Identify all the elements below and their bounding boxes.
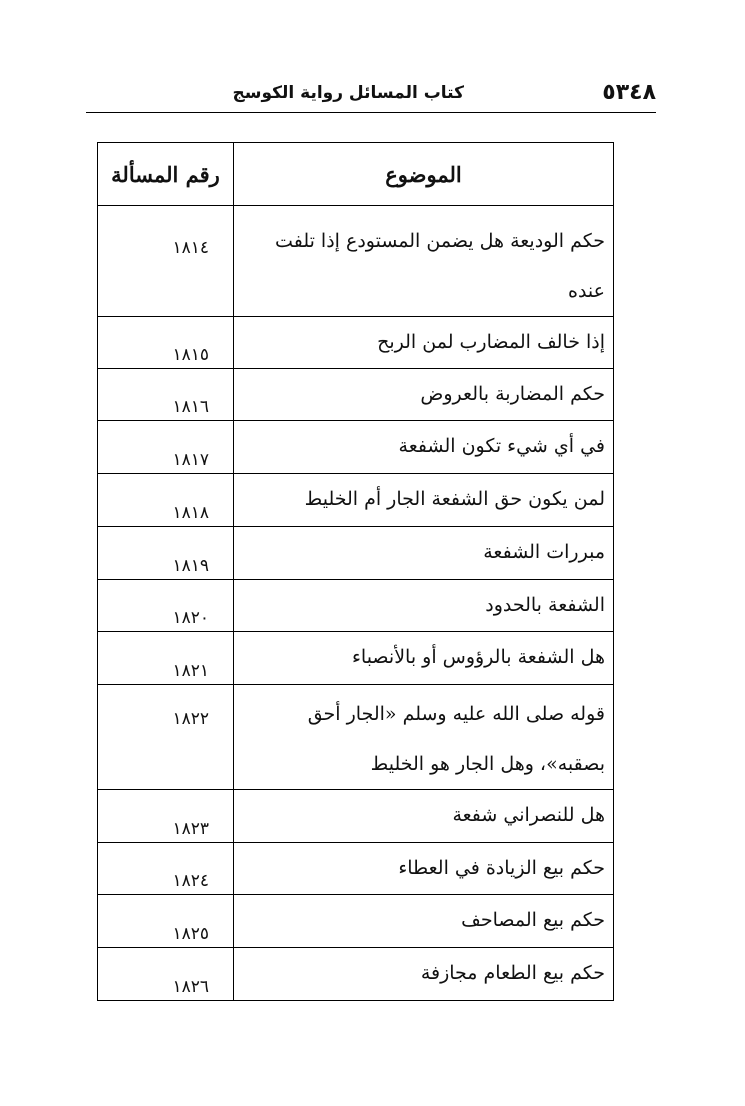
table-row [98,474,614,527]
issue-number-cell: ١٨٢٣ [98,790,234,843]
table-row [98,790,614,843]
issue-number-cell: ١٨١٤ [98,206,234,317]
issue-number-cell: ١٨٢٠ [98,580,234,632]
table-row [98,580,614,632]
issue-number-cell: ١٨٢٢ [98,685,234,790]
issue-number-cell: ١٨١٧ [98,421,234,474]
page-header [86,78,656,112]
issue-number-cell: ١٨٢١ [98,632,234,685]
table-row [98,685,614,790]
topic-cell: حكم بيع الطعام مجازفة [234,948,614,1001]
table-row [98,948,614,1001]
issue-number-cell: ١٨٢٥ [98,895,234,948]
topic-cell: حكم بيع المصاحف [234,895,614,948]
topic-cell: مبررات الشفعة [234,527,614,580]
issue-number-cell: ١٨١٦ [98,369,234,421]
table-row [98,632,614,685]
running-title: كتاب المسائل رواية الكوسج [232,83,464,103]
topic-cell: هل للنصراني شفعة [234,790,614,843]
issues-index-table [97,142,614,1001]
table-header-row [98,143,614,206]
issue-number-cell: ١٨٢٤ [98,843,234,895]
header-divider [86,112,656,113]
table-row [98,317,614,369]
issue-number-cell: ١٨١٨ [98,474,234,527]
table-row [98,895,614,948]
page-number: ٥٣٤٨ [602,80,656,105]
topic-column-header: الموضوع [234,143,614,206]
table-row [98,206,614,317]
topic-cell: حكم المضاربة بالعروض [234,369,614,421]
topic-cell: حكم الوديعة هل يضمن المستودع إذا تلفت عنده [234,206,614,317]
topic-cell: هل الشفعة بالرؤوس أو بالأنصباء [234,632,614,685]
topic-cell: الشفعة بالحدود [234,580,614,632]
issue-number-cell: ١٨١٥ [98,317,234,369]
topic-cell: إذا خالف المضارب لمن الربح [234,317,614,369]
topic-cell: حكم بيع الزيادة في العطاء [234,843,614,895]
issue-number-cell: ١٨١٩ [98,527,234,580]
table-row [98,369,614,421]
topic-cell: لمن يكون حق الشفعة الجار أم الخليط [234,474,614,527]
table-row [98,421,614,474]
table-row [98,527,614,580]
issue-number-cell: ١٨٢٦ [98,948,234,1001]
topic-cell: قوله صلى الله عليه وسلم «الجار أحق بصقبه»، وهل الجار هو الخليط [234,685,614,790]
topic-cell: في أي شيء تكون الشفعة [234,421,614,474]
table-row [98,843,614,895]
issue-number-column-header: رقم المسألة [98,143,234,206]
